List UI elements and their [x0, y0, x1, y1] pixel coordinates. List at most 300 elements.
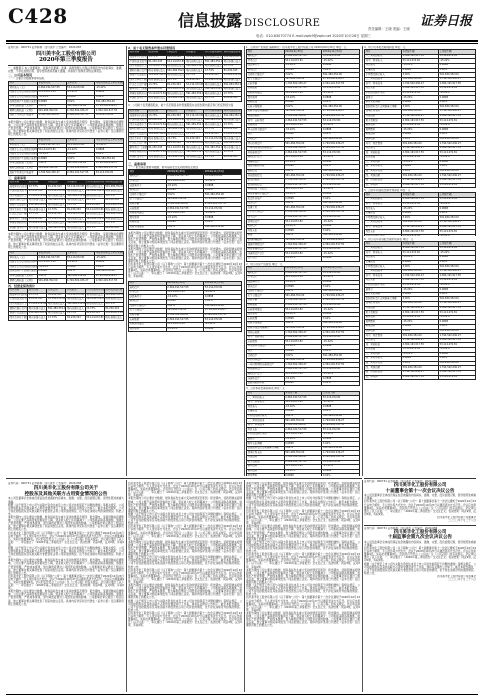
row-label: 其中：营业成本 — [365, 82, 402, 87]
table-cell: 境内非国有法人 — [148, 127, 166, 131]
table-cell: 境内非国有法人 — [28, 207, 46, 211]
column-header: 持有有限售条件 — [204, 109, 222, 112]
table-cell: 591,484,352.00 — [28, 311, 47, 315]
table-cell: 53,114,072.81 — [204, 175, 242, 180]
table-cell: 2,364,191,517.55 — [322, 363, 360, 368]
table-cell: 0.0898 — [284, 229, 322, 234]
table-cell: 3.02% — [166, 193, 204, 198]
table-cell: -15.22% — [322, 252, 360, 257]
masthead-contact: 电话：010-63070774 E-mail:zqrb9@zqrb.net 2020年10月28日 星期三 — [256, 34, 371, 38]
column-header: 股东性质 — [147, 109, 166, 114]
row-label: 其他应收款 — [247, 114, 285, 119]
column-header: 持有有限售条件 — [86, 288, 103, 292]
row-label: 成都华川石油天然 — [9, 293, 28, 296]
table-cell: 0.0898 — [439, 256, 476, 261]
row-label: 利息收入 — [247, 405, 285, 410]
table-cell: 591,484,352.00 — [37, 279, 66, 284]
row-label: 应收款项融资 — [247, 91, 285, 96]
parent-balance-sheet — [246, 266, 360, 386]
table-cell: 1,794,502,436.27 — [439, 77, 476, 82]
table-cell: 53,114,072.81 — [28, 194, 47, 197]
notice: 本公司及董事会全体成员保证信息披露的内容真实、准确、完整，没有虚假记载、误导性陈述或重大遗漏。 — [8, 497, 124, 504]
row-label: 交易性金融资产 — [247, 73, 285, 78]
table-cell: 13.73% — [85, 199, 104, 204]
column-header: 持股比例 — [47, 180, 66, 185]
column-header: 2019年12月31日 — [204, 281, 242, 286]
row-label: 减：所得税费用 — [365, 370, 402, 375]
row-label: 四川省成都市美 — [129, 122, 147, 126]
column-header: 项目 — [129, 170, 167, 175]
column-header: 本报告期末比上年度末增减 — [95, 138, 124, 142]
column-header: 项目 — [9, 139, 38, 144]
table-cell: 53,114,072.81 — [166, 322, 204, 327]
row-label: 四川省成都市美 — [129, 64, 147, 68]
section-heading: 三、重要事项 — [8, 175, 27, 180]
body-paragraph: 本报告期内公司主要会计数据、财务指标发生重大变动的情况及原因：报告期内，受新冠肺炎疫情影响，公司主要产品销量和价格同比下降，营业收入较上年同期减少；公司积极采取各项措施，加强生产经营管理，严控成本费用，努力降低疫情对公司经营业绩的影响。公司董事会审议通过了相关议案，独立董事对相关事项发表了同意的独立意见。具体内容详见同日刊登在《证券日报》及巨潮资讯网上的相关公告。 — [8, 120, 124, 136]
table-cell: 1,794,502,436.27 — [322, 142, 360, 147]
table-cell: 2,364,191,517.55 — [284, 271, 322, 276]
table-cell: 3.02% — [66, 100, 95, 105]
table-cell: 0.0898 — [66, 152, 95, 157]
consolidated-balance-sheet — [246, 49, 360, 261]
report-continued-column — [128, 46, 242, 476]
table-cell: -15.22% — [166, 184, 204, 189]
table-cell: -15.22% — [284, 280, 322, 285]
table-cell: 0.0898 — [284, 442, 322, 447]
table-cell: 1,794,502,436.27 — [322, 206, 360, 211]
table-cell: 1,794,502,436.27 — [402, 146, 439, 151]
table-cell: 0.0898 — [284, 474, 322, 476]
row-label: 应收保费 — [129, 220, 167, 225]
table-cell: 53,114,072.81 — [28, 302, 47, 306]
row-label: 固定资产 — [247, 201, 285, 206]
table-cell: 53,114,072.81 — [402, 155, 439, 160]
row-label: 稀释每股收益（元/股） — [9, 166, 38, 171]
table-cell: 1,794,502,436.27 — [439, 334, 476, 339]
table-cell: -15.22% — [439, 155, 476, 160]
row-label: 全国社保基金一 — [129, 155, 147, 158]
code-line: 证券代码：000731 证券简称：四川美丰 公告编号：2020-085 — [364, 480, 438, 483]
column-header: 质押或冻结情况 — [105, 180, 123, 184]
row-label: 利息收入 — [365, 64, 402, 69]
row-label: 流动资产： — [129, 286, 167, 291]
column-header: 2020年9月30日 — [284, 50, 322, 55]
row-label: 四川省成都市美 — [9, 194, 27, 197]
table-cell: -15.22% — [284, 192, 322, 197]
row-label: 投资收益 — [365, 347, 402, 352]
row-label: 经营活动产生的现金流量 — [9, 99, 36, 103]
table-cell: 3.02% — [166, 225, 204, 230]
row-label: 中央汇金资产管 — [129, 141, 147, 145]
column-header: 持有有限售条件 — [204, 50, 222, 54]
row-label: 四川美丰化工股 — [129, 136, 147, 140]
table-cell: 境内非国有法人 — [86, 194, 103, 197]
table-cell: 0.0898 — [284, 317, 322, 322]
row-label: 营业收入（元） — [9, 256, 38, 261]
column-header: 质押或冻结情况 — [223, 109, 241, 112]
table-cell: 0.0898 — [322, 280, 360, 285]
column-header: 项目 — [129, 281, 167, 286]
row-label: 保单红利支出 — [247, 451, 285, 456]
table-cell: 0.0898 — [402, 260, 439, 265]
company-name: 四川美丰化工股份有限公司 — [35, 51, 96, 58]
row-label: 手续费及佣金收入 — [247, 414, 285, 419]
table-cell: 2,364,191,517.55 — [402, 279, 439, 284]
body-paragraph: 四川美丰化工股份有限公司（以下简称“公司”）第十届董事会第十一次会议通知于2020年10月23日以电子邮件、专人送达等方式发出，会议于2020年10月27日以通讯表决方式召开。会议应出席董事9名，实际出席董事9名。会议的召开符合《公司法》及《公司章程》的有关规定。会议审议通过了以下议案：一、审议通过了《2020年第三季度报告》全文及正文；表决结果：同意9票，反对0票，弃权0票。 — [128, 525, 242, 541]
row-label: 退保金 — [365, 288, 402, 293]
table-cell: 591,484,352.00 — [223, 141, 242, 145]
table-cell: 591,484,352.00 — [28, 203, 47, 207]
table-cell: 0.0898 — [402, 324, 439, 329]
table-cell: 3.02% — [439, 260, 476, 265]
table-cell: 53,114,072.81 — [47, 217, 66, 220]
column-header: 本报告期末比上年度末增减 — [95, 81, 124, 85]
body-paragraph: 本报告期内公司主要会计数据、财务指标发生重大变动的情况及原因：报告期内，受新冠肺炎疫情影响，公司主要产品销量和价格同比下降，营业收入较上年同期减少；公司积极采取各项措施，加强生产经营管理，严控成本费用，努力降低疫情对公司经营业绩的影响。公司董事会审议通过了相关议案，独立董事对相关事项发表了同意的独立意见。具体内容详见同日刊登在《证券日报》及巨潮资讯网上的相关公告。 — [8, 516, 124, 532]
table-cell: 81,230,343 — [166, 55, 185, 60]
table-cell: 0.0898 — [402, 132, 439, 137]
row-label: 预付款项 — [129, 216, 167, 221]
row-label: 鹏华基金-工商银 — [9, 217, 28, 220]
row-label: 应收票据 — [247, 82, 285, 87]
table-cell: 1,794,502,436.27 — [204, 309, 242, 314]
table-cell: 591,484,352.00 — [204, 304, 242, 309]
table-cell: 13.73% — [147, 141, 166, 146]
body-paragraph: 四川美丰化工股份有限公司（以下简称“公司”）第十届董事会第十一次会议通知于2020年10月23日以电子邮件、专人送达等方式发出，会议于2020年10月27日以通讯表决方式召开。会议应出席董事9名，实际出席董事9名。会议的召开符合《公司法》及《公司章程》的有关规定。会议审议通过了以下议案：一、审议通过了《2020年第三季度报告》全文及正文；表决结果：同意9票，反对0票，弃权0票。 — [8, 574, 124, 591]
row-label: 流动资产合计 — [247, 372, 285, 377]
row-label: 归属于上市公司股东的净 — [9, 147, 36, 151]
table-cell: 53,114,072.81 — [402, 315, 439, 320]
table-cell: 境内非国有法人 — [47, 203, 65, 207]
table-cell: 境内非国有法人 — [204, 91, 222, 95]
row-label: 保单红利支出 — [365, 302, 402, 307]
column-header: 2019年12月31日 — [322, 266, 360, 271]
row-label: 已赚保费 — [365, 260, 402, 265]
table-cell: 1,794,502,436.27 — [439, 110, 476, 115]
table-cell: 2,364,191,517.55 — [166, 207, 204, 212]
table-cell: 2,364,191,517.55 — [402, 183, 439, 188]
table-cell: 0.0898 — [439, 160, 476, 165]
table-cell: 591,484,352.00 — [322, 169, 360, 174]
table-row — [129, 96, 242, 101]
table-cell: 境内非国有法人 — [67, 297, 84, 301]
table-cell: 591,484,352.00 — [402, 142, 439, 147]
consolidated-income-statement — [246, 391, 360, 476]
table-cell: 0.0898 — [439, 207, 476, 212]
table-cell: 境内非国有法人 — [204, 113, 222, 117]
body-paragraph: 本报告期内公司主要会计数据、财务指标发生重大变动的情况及原因：报告期内，受新冠肺炎疫情影响，公司主要产品销量和价格同比下降，营业收入较上年同期减少；公司积极采取各项措施，加强生产经营管理，严控成本费用，努力降低疫情对公司经营业绩的影响。公司董事会审议通过了相关议案，独立董事对相关事项发表了同意的独立意见。具体内容详见同日刊登在《证券日报》及巨潮资讯网上的相关公告。 — [8, 590, 124, 606]
row-label: 利息支出 — [365, 230, 402, 235]
table-row — [129, 327, 242, 332]
table-cell: 591,484,352.00 — [166, 309, 204, 314]
table-cell: 53,114,072.81 — [284, 155, 322, 160]
row-label: 应收款项融资 — [247, 308, 285, 313]
row-label: 香港中央结算有 — [9, 311, 27, 315]
row-label: 财务费用 — [365, 329, 402, 334]
table-cell: 3.02% — [284, 414, 322, 419]
table-cell: 13.73% — [204, 128, 223, 133]
table-cell: 591,484,352.00 — [148, 73, 167, 77]
table-cell: 591,484,352.00 — [167, 96, 185, 100]
table-cell: -15.22% — [322, 465, 360, 470]
row-label: 四川美丰化工股 — [9, 315, 27, 319]
table-cell: 53,114,072.81 — [148, 150, 166, 154]
table-cell: 591,484,352.00 — [322, 446, 360, 451]
row-label: 应收分保账款 — [129, 225, 167, 230]
table-cell: 境内非国有法人 — [67, 189, 84, 193]
table-cell: 境内非国有法人 — [67, 198, 84, 202]
row-label: 德阳市国有资产 — [129, 68, 147, 72]
top-ten-shareholders-table — [128, 50, 242, 102]
table-cell: 53,114,072.81 — [322, 119, 360, 124]
table-cell: 591,484,352.00 — [284, 142, 322, 147]
table-caption: 5、合并年初到报告期末利润表 单位：元 — [364, 189, 411, 193]
table-cell: 53,114,072.81 — [439, 311, 476, 316]
table-cell: 3.02% — [284, 137, 322, 142]
section-heading: 四、经营业绩的预计 — [8, 283, 36, 288]
table-cell: 3.02% — [284, 322, 322, 327]
column-header: 本期发生额 — [402, 50, 439, 55]
changes-table — [128, 169, 242, 230]
table-cell: -15.22% — [322, 432, 360, 437]
table-cell: -15.22% — [402, 160, 439, 165]
row-label: 应收分保合同准备金 — [247, 110, 285, 115]
table-cell: -15.22% — [204, 322, 242, 327]
table-cell: 13.73% — [104, 194, 123, 199]
body-paragraph: 四川美丰化工股份有限公司（以下简称“公司”）第十届董事会第十一次会议通知于2020年10月23日以电子邮件、专人送达等方式发出，会议于2020年10月27日以通讯表决方式召开。会议应出席董事9名，实际出席董事9名。会议的召开符合《公司法》及《公司章程》的有关规定。会议审议通过了以下议案：一、审议通过了《2020年第三季度报告》全文及正文；表决结果：同意9票，反对0票，弃权0票。 — [8, 531, 124, 547]
table-cell: 591,484,352.00 — [284, 451, 322, 456]
row-label: 归属于上市公司股东的扣除 — [9, 152, 38, 156]
table-cell: 1,794,502,436.27 — [95, 104, 124, 109]
table-cell: 0.0898 — [204, 327, 242, 332]
column-header: 项目 — [365, 242, 402, 247]
table-cell: 53,114,072.81 — [204, 318, 242, 323]
table-cell: 1,794,502,436.27 — [439, 142, 476, 147]
table-cell: 0.0898 — [37, 270, 66, 275]
table-cell: 1,794,502,436.27 — [402, 82, 439, 87]
body-paragraph: 根据《关于规范上市公司与关联方资金往来及上市公司对外担保若干问题的通知》等相关规定，公司对控股股东及其他关联方占用资金情况进行了自查，现将有关情况公告如下：截至本报告期末，公司不存在控股股东及其他关联方非经营性占用公司资金的情况，也不存在违规对外担保的情况。特此公告。 — [8, 546, 124, 560]
column-header: 本报告期末 — [37, 139, 66, 144]
table-cell: -15.22% — [402, 64, 439, 69]
table-cell: 2,364,191,517.55 — [66, 171, 95, 176]
table-cell: 0.0898 — [439, 320, 476, 325]
table-cell: 3.02% — [284, 105, 322, 110]
table-cell: 53,114,072.81 — [284, 252, 322, 257]
column-header: 持股数量 — [66, 180, 85, 185]
table-cell: 591,484,352.00 — [105, 184, 124, 188]
table-cell: 53,114,072.81 — [37, 148, 66, 153]
row-label: 流动资产： — [129, 175, 167, 180]
table-cell: 境内非国有法人 — [186, 145, 203, 149]
table-cell: 0.0898 — [402, 68, 439, 73]
row-label: 提取保险责任合同准备金净额 — [247, 446, 285, 451]
table-cell: 81,230,343 — [166, 141, 185, 146]
table-cell: 591,484,352.00 — [284, 358, 322, 363]
row-label: 已赚保费 — [247, 410, 285, 415]
table-row — [9, 226, 124, 231]
row-label: 香港中央结算有 — [129, 132, 147, 135]
body-paragraph: 四川美丰化工股份有限公司（以下简称“公司”）第十届董事会第十一次会议通知于2020年10月23日以电子邮件、专人送达等方式发出，会议于2020年10月27日以通讯表决方式召开。会议应出席董事9名，实际出席董事9名。会议的召开符合《公司法》及《公司章程》的有关规定。会议审议通过了以下议案：一、审议通过了《2020年第三季度报告》全文及正文；表决结果：同意9票，反对0票，弃权0票。 — [364, 500, 476, 516]
table-cell: 境内非国有法人 — [148, 78, 166, 81]
table-cell: 3.02% — [439, 357, 476, 362]
table-cell: 0.0898 — [322, 224, 360, 229]
table-cell: 1,794,502,436.27 — [439, 302, 476, 307]
row-label: 五、净利润 — [365, 183, 402, 188]
code-line: 证券代码：000731 证券简称：四川美丰 公告编号：2020-086 — [364, 526, 438, 530]
table-cell: -15.22% — [284, 64, 322, 69]
row-label: 三、营业利润 — [365, 352, 402, 357]
table-cell: 境内非国有法人 — [204, 64, 222, 68]
table-cell: 0.0898 — [284, 285, 322, 290]
row-label: 成都华川石油天然 — [129, 113, 148, 117]
row-label: 应收款项融资 — [129, 211, 167, 216]
table-cell: 3.02% — [439, 324, 476, 329]
section-title-en: DISCLOSURE — [244, 18, 321, 29]
table-cell: 591,484,352.00 — [86, 189, 105, 193]
table-cell: -15.22% — [204, 211, 242, 216]
row-label: 税金及附加 — [247, 460, 285, 465]
table-cell: -15.22% — [402, 96, 439, 101]
row-label: 结算备付金 — [247, 64, 285, 69]
column-header: 股东名称 — [129, 51, 148, 56]
column-header: 上年度末 — [66, 139, 95, 144]
table-cell: 境内非国有法人 — [105, 297, 123, 301]
table-cell: 1,794,502,436.27 — [284, 146, 322, 151]
table-cell: 3.02% — [322, 381, 360, 386]
table-cell: 53,114,072.81 — [284, 91, 322, 96]
table-cell: 0.0898 — [284, 68, 322, 73]
table-cell: 53,114,072.81 — [284, 400, 322, 405]
row-label: 销售费用 — [365, 315, 402, 320]
row-label: 其中：营业成本 — [247, 423, 285, 428]
table-cell: 53,114,072.81 — [322, 335, 360, 340]
table-cell: -15.22% — [322, 91, 360, 96]
table-cell: 591,484,352.00 — [284, 174, 322, 179]
table-cell: 境内非国有法人 — [167, 122, 184, 126]
table-cell: 591,484,352.00 — [167, 127, 185, 131]
table-cell: -15.22% — [284, 469, 322, 474]
table-cell: 53,114,072.81 — [439, 198, 476, 203]
row-label: 交易性金融资产 — [129, 304, 167, 309]
table-cell: 591,484,352.00 — [284, 206, 322, 211]
row-label: 销售费用 — [365, 123, 402, 128]
table-cell: 0.0898 — [66, 95, 95, 100]
table-cell: 81,230,343 — [85, 311, 104, 316]
row-label: 分保费用 — [365, 114, 402, 119]
body-paragraph: 根据《关于规范上市公司与关联方资金往来及上市公司对外担保若干问题的通知》等相关规定，公司对控股股东及其他关联方占用资金情况进行了自查，现将有关情况公告如下：截至本报告期末，公司不存在控股股东及其他关联方非经营性占用公司资金的情况，也不存在违规对外担保的情况。特此公告。 — [128, 599, 242, 612]
table-cell: 2,364,191,517.55 — [284, 183, 322, 188]
row-label: 在建工程 — [247, 206, 285, 211]
table-cell: 2,364,191,517.55 — [439, 114, 476, 119]
table-cell: 3.02% — [322, 100, 360, 105]
table-cell: 81,230,343 — [104, 307, 123, 312]
row-label: 应收账款 — [247, 87, 285, 92]
table-cell: 53,114,072.81 — [167, 118, 185, 122]
row-label: 买入返售金融资产 — [247, 128, 285, 133]
table-cell: 13.73% — [223, 150, 242, 155]
table-cell: 2,364,191,517.55 — [322, 82, 360, 87]
table-cell: -15.22% — [166, 216, 204, 221]
table-cell: 53,114,072.81 — [37, 260, 66, 265]
table-cell: 3.02% — [402, 361, 439, 366]
table-cell: 1,794,502,436.27 — [66, 166, 95, 171]
row-label: 德阳市国有资产 — [129, 127, 147, 131]
row-label: 交易性金融资产 — [247, 289, 285, 294]
section-title-cn: 信息披露 — [178, 11, 243, 30]
row-label: 利息收入 — [365, 146, 402, 151]
table-cell: 591,484,352.00 — [167, 155, 185, 158]
body-paragraph: 本报告期内公司主要会计数据、财务指标发生重大变动的情况及原因：报告期内，受新冠肺炎疫情影响，公司主要产品销量和价格同比下降，营业收入较上年同期减少；公司积极采取各项措施，加强生产经营管理，严控成本费用，努力降低疫情对公司经营业绩的影响。公司董事会审议通过了相关议案，独立董事对相关事项发表了同意的独立意见。具体内容详见同日刊登在《证券日报》及巨潮资讯网上的相关公告。 — [8, 559, 124, 575]
table-cell: 13.73% — [85, 226, 104, 231]
table-cell: 81,230,343 — [47, 293, 66, 298]
table-cell: 1,794,502,436.27 — [322, 358, 360, 363]
table-cell: 591,484,352.00 — [439, 216, 476, 221]
table-cell: 境内非国有法人 — [86, 184, 103, 188]
table-cell: 591,484,352.00 — [66, 274, 95, 279]
table-cell: 13.73% — [85, 307, 104, 312]
table-cell: 81,230,343 — [223, 155, 242, 160]
row-label: 投资收益 — [365, 155, 402, 160]
row-label: 长期应收款 — [247, 178, 285, 183]
table-cell: 53,114,072.81 — [322, 54, 360, 59]
table-cell: -15.22% — [284, 128, 322, 133]
table-cell: 1,794,502,436.27 — [37, 171, 66, 176]
table-cell: 2,364,191,517.55 — [439, 306, 476, 311]
table-cell: 2,364,191,517.55 — [322, 299, 360, 304]
table-cell: 3.02% — [322, 474, 360, 476]
table-cell: 591,484,352.00 — [284, 294, 322, 299]
table-cell: 2,364,191,517.55 — [439, 82, 476, 87]
row-label: 结算备付金 — [129, 295, 167, 300]
table-cell: 53,114,072.81 — [186, 141, 204, 145]
column-header: 2020年9月30日 — [166, 281, 204, 286]
column-header: 项目 — [247, 50, 285, 55]
table-cell: 53,114,072.81 — [47, 189, 66, 193]
table-cell: -15.22% — [66, 260, 95, 265]
row-label: 管理费用 — [365, 320, 402, 325]
row-label: 加权平均净资产收益率 — [9, 171, 38, 176]
table-cell: 81,230,343 — [223, 69, 242, 74]
table-cell: 1,794,502,436.27 — [322, 294, 360, 299]
table-cell: 53,114,072.81 — [322, 271, 360, 276]
table-cell: -15.22% — [439, 315, 476, 320]
row-label: 衍生金融资产 — [129, 198, 167, 203]
row-label: 其中：应收利息 — [247, 335, 285, 340]
table-cell: 2,364,191,517.55 — [322, 211, 360, 216]
table-cell: 53,114,072.81 — [439, 230, 476, 235]
table-cell: 2,364,191,517.55 — [166, 286, 204, 291]
row-label: 其中：营业收入 — [365, 202, 402, 207]
table-cell: 1,794,502,436.27 — [284, 423, 322, 428]
table-cell: 3.02% — [95, 265, 124, 270]
table-cell: 81,230,343 — [66, 208, 85, 213]
row-label: 持有待售资产 — [247, 358, 285, 363]
row-label: 应收票据 — [129, 313, 167, 318]
table-cell: 2,364,191,517.55 — [322, 243, 360, 248]
table-cell: 境内非国有法人 — [204, 141, 222, 145]
row-label: 持有待售资产 — [247, 142, 285, 147]
table-cell: 0.0898 — [439, 128, 476, 133]
table-cell: 境内非国有法人 — [148, 136, 166, 140]
table-cell: 53,114,072.81 — [284, 340, 322, 345]
table-cell: 2,364,191,517.55 — [402, 198, 439, 203]
body-paragraph: 根据《关于规范上市公司与关联方资金往来及上市公司对外担保若干问题的通知》等相关规定，公司对控股股东及其他关联方占用资金情况进行了自查，现将有关情况公告如下：截至本报告期末，公司不存在控股股东及其他关联方非经营性占用公司资金的情况，也不存在违规对外担保的情况。特此公告。 — [364, 562, 476, 575]
row-label: 非流动资产： — [247, 377, 285, 382]
table-cell: 2,364,191,517.55 — [284, 428, 322, 433]
section-subheading: （一）报告期主要财务数据、财务指标发生变动的情况及原因 — [128, 166, 199, 170]
column-header: 上年度末 — [66, 81, 95, 86]
table-row — [365, 183, 476, 188]
row-label: 拆出资金 — [247, 285, 285, 290]
